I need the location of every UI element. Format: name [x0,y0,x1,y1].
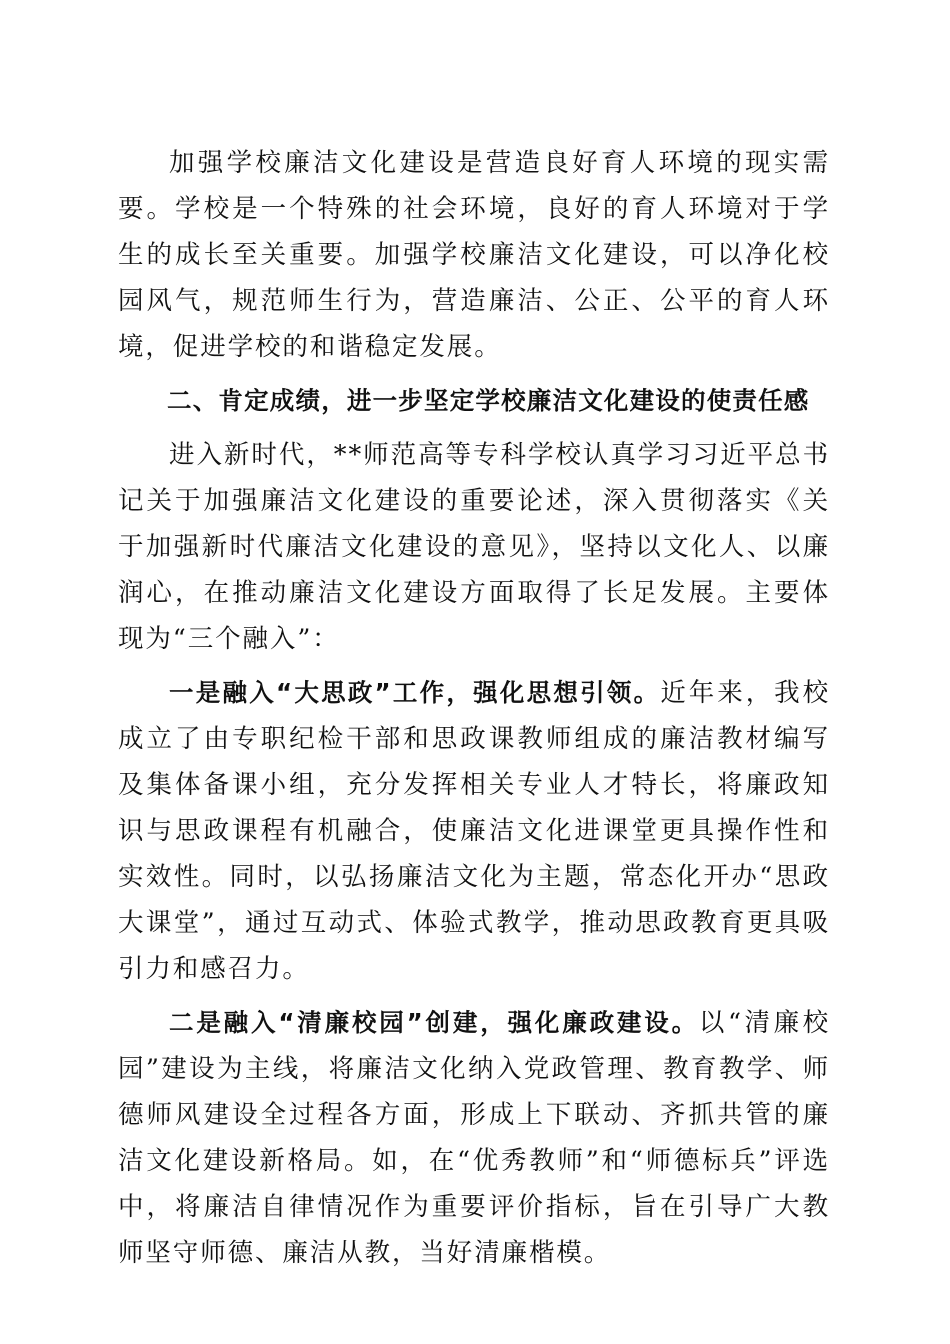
document-page [118,140,830,1284]
paragraph-clean-campus [118,1000,830,1276]
paragraph-body-clean-campus: 以“清廉校园”建设为主线，将廉洁文化纳入党政管理、教育教学、师德师风建设全过程各方面，形成上下联动、齐抓共管的廉洁文化建设新格局。如，在“优秀教师”和“师德标兵”评选中，将廉洁自律情况作为重要评价指标，旨在引导广大教师坚守师德、廉洁从教，当好清廉楷模。 [118,1008,831,1268]
paragraph-body-ideological: 近年来，我校成立了由专职纪检干部和思政课教师组成的廉洁教材编写及集体备课小组，充分发挥相关专业人才特长，将廉政知识与思政课程有机融合，使廉洁文化进课堂更具操作性和实效性。同时，以弘扬廉洁文化为主题，常态化开办“思政大课堂”，通过互动式、体验式教学，推动思政教育更具吸引力和感召力。 [118,678,830,984]
paragraph-ideological-work [118,670,830,992]
section-heading-two: 二、肯定成绩，进一步坚定学校廉洁文化建设的使责任感 [167,386,810,415]
paragraph-school-environment: 加强学校廉洁文化建设是营造良好育人环境的现实需要。学校是一个特殊的社会环境，良好的育人环境对于学生的成长至关重要。加强学校廉洁文化建设，可以净化校园风气，规范师生行为，营造廉洁、公正、公平的育人环境，促进学校的和谐稳定发展。 [118,148,830,362]
paragraph-new-era: 进入新时代，**师范高等专科学校认真学习习近平总书记关于加强廉洁文化建设的重要论述，深入贯彻落实《关于加强新时代廉洁文化建设的意见》，坚持以文化人、以廉润心，在推动廉洁文化建设方面取得了长足发展。主要体现为“三个融入”： [118,440,830,654]
paragraph-lead-ideological: 一是融入“大思政”工作，强化思想引领。 [169,678,661,707]
paragraph-lead-clean-campus: 二是融入“清廉校园”创建，强化廉政建设。 [169,1008,699,1037]
